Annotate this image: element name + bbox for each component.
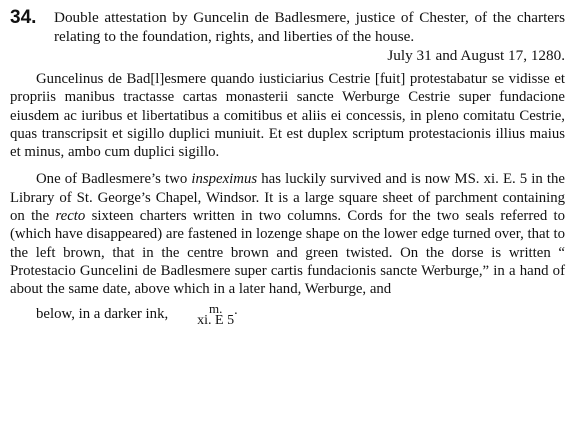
commentary-text-2: has luckily survived and is now MS. xi. E. 5 in the Library of St. George’s Chapel, Windsor. It is a large square sheet of parchment containing on the	[10, 171, 565, 225]
shelfmark-dot: .	[234, 302, 238, 318]
commentary-final-line	[10, 302, 565, 327]
entry-heading	[10, 8, 565, 65]
entry-heading-text: Double attestation by Guncelin de Badlesmere, justice of Chester, of the charters relating to the foundation, rights, and liberties of the house.	[54, 9, 565, 45]
commentary-italic-inspeximus: inspeximus	[191, 171, 258, 188]
shelfmark-top: m.	[208, 300, 223, 316]
commentary-final-text: below, in a darker ink,	[36, 305, 169, 322]
shelfmark-bottom: xi. E 5	[197, 312, 235, 328]
commentary-paragraph	[10, 170, 565, 326]
entry-number: 34.	[10, 7, 37, 28]
shelfmark-annotation	[171, 300, 235, 328]
entry-heading-dates: July 31 and August 17, 1280.	[387, 47, 565, 64]
commentary-text-3: sixteen charters written in two columns. Cords for the two seals referred to (which have disappeared) are fastened in lozenge shape on the lower edge turned over, that to the left brown, that in the centre brown and green twisted. On the dorse is written “ Protestacio Guncelini de Badlesmere super cartis fundacionis sancte Werburge,” in a hand of about the same date, above which in a later hand, Werburge, and	[10, 208, 566, 298]
commentary-text-1: One of Badlesmere’s two	[36, 171, 188, 188]
latin-paragraph: Guncelinus de Bad[l]esmere quando iusticiarius Cestrie [fuit] protestabatur se vidisse et propriis manibus tractasse cartas monasterii sancte Werburge Cestrie super fundacione eiusdem ac iuribus et libertatibus a comitibus et aliis ei concessis, in pleno comitatu Cestrie, quas transcripsit et sigillo duplici muniuit. Et est duplex scriptum protestacionis illius maius et minus, ambo cum duplici sigillo.	[10, 71, 565, 161]
commentary-italic-recto: recto	[55, 208, 86, 225]
